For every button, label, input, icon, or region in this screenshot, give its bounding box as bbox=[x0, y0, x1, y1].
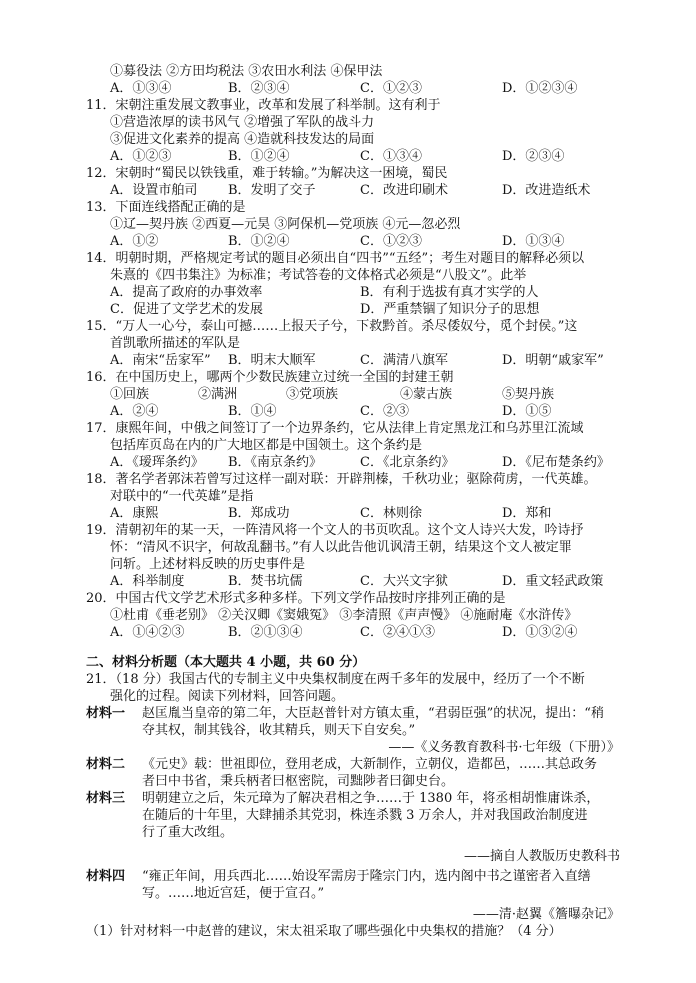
q15-option-a: A．南宋“岳家军” bbox=[110, 353, 211, 368]
q19-option-c: C．大兴文字狱 bbox=[360, 574, 448, 589]
q17-option-d: D．《尼布楚条约》 bbox=[502, 455, 610, 470]
q10-option-a: A．①③④ bbox=[110, 81, 172, 96]
q16-option-a: A．②④ bbox=[110, 404, 159, 419]
q18-stem-1: 18．著名学者郭沫若曾写过这样一副对联：开辟荆榛，千秋功业；驱除荷虏，一代英雄。 bbox=[86, 472, 597, 487]
q11-option-a: A．①②③ bbox=[110, 149, 172, 164]
material-1-label: 材料一 bbox=[86, 706, 126, 721]
q17-option-b: B．《南京条约》 bbox=[228, 455, 323, 470]
material-1-source: ——《义务教育教科书·七年级（下册）》 bbox=[388, 740, 620, 755]
q10-option-c: C．①②③ bbox=[360, 81, 422, 96]
q20-option-c: C．②④①③ bbox=[360, 625, 435, 640]
material-3-label: 材料三 bbox=[86, 791, 126, 806]
q11-choices-2: ③促进文化素养的提高 ④造就科技发达的局面 bbox=[110, 132, 375, 147]
q18-stem-2: 对联中的“一代英雄”是指 bbox=[110, 489, 254, 504]
q19-stem-3: 问斩。上述材料反映的历史事件是 bbox=[110, 557, 306, 572]
q11-option-d: D．②③④ bbox=[502, 149, 565, 164]
q20-stem: 20．中国古代文学艺术形式多种多样。下列文学作品按时序排列正确的是 bbox=[86, 591, 506, 606]
q12-option-a: A．设置市舶司 bbox=[110, 183, 198, 198]
q14-option-b: B．有利于选拔有真才实学的人 bbox=[360, 285, 539, 300]
material-3-line-3: 行了重大改组。 bbox=[142, 825, 234, 840]
q15-option-b: B．明末大顺军 bbox=[228, 353, 316, 368]
q19-option-a: A．科举制度 bbox=[110, 574, 185, 589]
q16-option-b: B．①④ bbox=[228, 404, 277, 419]
q12-option-b: B．发明了交子 bbox=[228, 183, 316, 198]
q13-stem: 13．下面连线搭配正确的是 bbox=[86, 200, 246, 215]
q13-option-a: A．①② bbox=[110, 234, 159, 249]
q16-option-c: C．②③ bbox=[360, 404, 409, 419]
q15-stem-2: 首凯歌所描述的军队是 bbox=[110, 336, 241, 351]
q20-option-b: B．②①③④ bbox=[228, 625, 303, 640]
q19-option-d: D．重文轻武政策 bbox=[502, 574, 604, 589]
q10-option-b: B．②③④ bbox=[228, 81, 290, 96]
q20-option-a: A．①④②③ bbox=[110, 625, 185, 640]
q16-item-2: ②满洲 bbox=[198, 387, 238, 402]
q19-option-b: B．焚书坑儒 bbox=[228, 574, 303, 589]
q17-stem-1: 17．康熙年间，中俄之间签订了一个边界条约，它从法律上肯定黑龙江和乌苏里江流域 bbox=[86, 421, 584, 436]
q16-item-4: ④蒙古族 bbox=[400, 387, 453, 402]
q12-option-d: D．改进造纸术 bbox=[502, 183, 591, 198]
q21-sub-question-1: （1）针对材料一中赵普的建议，宋太祖采取了哪些强化中央集权的措施？（4 分） bbox=[86, 924, 562, 939]
q18-option-d: D．郑和 bbox=[502, 506, 552, 521]
material-1-line-1: 赵匡胤当皇帝的第二年，大臣赵普针对方镇太重，“君弱臣强”的状况，提出：“稍 bbox=[142, 706, 604, 721]
q15-option-c: C．满清八旗军 bbox=[360, 353, 448, 368]
q21-intro-1: 21．（18 分）我国古代的专制主义中央集权制度在两千多年的发展中，经历了一个不断 bbox=[86, 672, 585, 687]
q14-stem-2: 朱熹的《四书集注》为标准；考试答卷的文体格式必须是“八股文”。此举 bbox=[110, 268, 527, 283]
q20-option-d: D．①③②④ bbox=[502, 625, 578, 640]
q20-items: ①杜甫《垂老别》 ②关汉卿《窦娥冤》 ③李清照《声声慢》 ④施耐庵《水浒传》 bbox=[110, 608, 578, 623]
q15-option-d: D．明朝“戚家军” bbox=[502, 353, 604, 368]
material-4-source: ——清·赵翼《簷曝杂记》 bbox=[472, 907, 620, 922]
q13-option-c: C．①②③ bbox=[360, 234, 422, 249]
q16-item-1: ①回族 bbox=[110, 387, 150, 402]
material-3-line-1: 明朝建立之后，朱元璋为了解决君相之争……于 1380 年，将丞相胡惟庸诛杀， bbox=[142, 791, 600, 806]
q16-stem: 16．在中国历史上，哪两个少数民族建立过统一全国的封建王朝 bbox=[86, 370, 454, 385]
material-3-line-2: 在随后的十年里，大肆捕杀其党羽，株连杀戮 3 万余人，并对我国政治制度进 bbox=[142, 808, 588, 823]
q14-option-c: C．促进了文学艺术的发展 bbox=[110, 302, 263, 317]
material-2-line-2: 者曰中书省，秉兵柄者曰枢密院，司黜陟者曰御史台。 bbox=[142, 774, 455, 789]
q21-intro-2: 强化的过程。阅读下列材料，回答问题。 bbox=[110, 689, 345, 704]
q12-stem: 12．宋朝时“蜀民以铁钱重，难于转输。”为解决这一困境，蜀民 bbox=[86, 166, 448, 181]
q11-option-c: C．①③④ bbox=[360, 149, 422, 164]
q14-stem-1: 14．明朝时期，严格规定考试的题目必须出自“四书”“五经”；考生对题目的解释必须以 bbox=[86, 251, 585, 266]
q14-option-a: A．提高了政府的办事效率 bbox=[110, 285, 263, 300]
q12-option-c: C．改进印刷术 bbox=[360, 183, 448, 198]
q16-item-5: ⑤契丹族 bbox=[502, 387, 555, 402]
q13-items: ①辽—契丹族 ②西夏—元昊 ③阿保机—党项族 ④元—忽必烈 bbox=[110, 217, 461, 232]
q13-option-d: D．①③④ bbox=[502, 234, 565, 249]
material-2-line-1: 《元史》载：世祖即位，登用老成，大新制作，立朝仪，造都邑，……其总政务 bbox=[142, 757, 598, 772]
q18-option-b: B．郑成功 bbox=[228, 506, 290, 521]
q14-option-d: D．严重禁锢了知识分子的思想 bbox=[360, 302, 540, 317]
q17-option-a: A．《瑷珲条约》 bbox=[110, 455, 204, 470]
q10-items: ①募役法 ②方田均税法 ③农田水利法 ④保甲法 bbox=[110, 64, 383, 79]
material-4-line-2: 写。……地近宫廷，便于宣召。” bbox=[142, 886, 325, 901]
q13-option-b: B．①②④ bbox=[228, 234, 290, 249]
q11-choices-1: ①营造浓厚的读书风气 ②增强了军队的战斗力 bbox=[110, 115, 375, 130]
material-4-line-1: “雍正年间，用兵西北……始设军需房于隆宗门内，选内阁中书之谨密者入直缮 bbox=[142, 869, 591, 884]
section2-title: 二、材料分析题（本大题共 4 小题，共 60 分） bbox=[86, 655, 366, 670]
q18-option-a: A．康熙 bbox=[110, 506, 159, 521]
q11-stem: 11．宋朝注重发展文教事业，改革和发展了科举制。这有利于 bbox=[86, 98, 441, 113]
material-2-label: 材料二 bbox=[86, 757, 126, 772]
q16-option-d: D．①⑤ bbox=[502, 404, 552, 419]
q15-stem-1: 15．“万人一心兮，泰山可撼……上报天子兮，下救黔首。杀尽倭奴兮，觅个封侯。”这 bbox=[86, 319, 578, 334]
q19-stem-1: 19．清朝初年的某一天，一阵清风将一个文人的书页吹乱。这个文人诗兴大发，吟诗抒 bbox=[86, 523, 584, 538]
q17-option-c: C．《北京条约》 bbox=[360, 455, 455, 470]
q17-stem-2: 包括库页岛在内的广大地区都是中国领土。这个条约是 bbox=[110, 438, 423, 453]
material-3-source: ——摘自人教版历史教科书 bbox=[463, 849, 620, 864]
q10-option-d: D．①②③④ bbox=[502, 81, 578, 96]
material-1-line-2: 夺其权，制其钱谷，收其精兵，则天下自安矣。” bbox=[142, 723, 416, 738]
material-4-label: 材料四 bbox=[86, 869, 126, 884]
q18-option-c: C．林则徐 bbox=[360, 506, 422, 521]
q16-item-3: ③党项族 bbox=[286, 387, 339, 402]
q19-stem-2: 怀：“清风不识字，何故乱翻书。”有人以此告他讥讽清王朝，结果这个文人被定罪 bbox=[110, 540, 572, 555]
q11-option-b: B．①②④ bbox=[228, 149, 290, 164]
